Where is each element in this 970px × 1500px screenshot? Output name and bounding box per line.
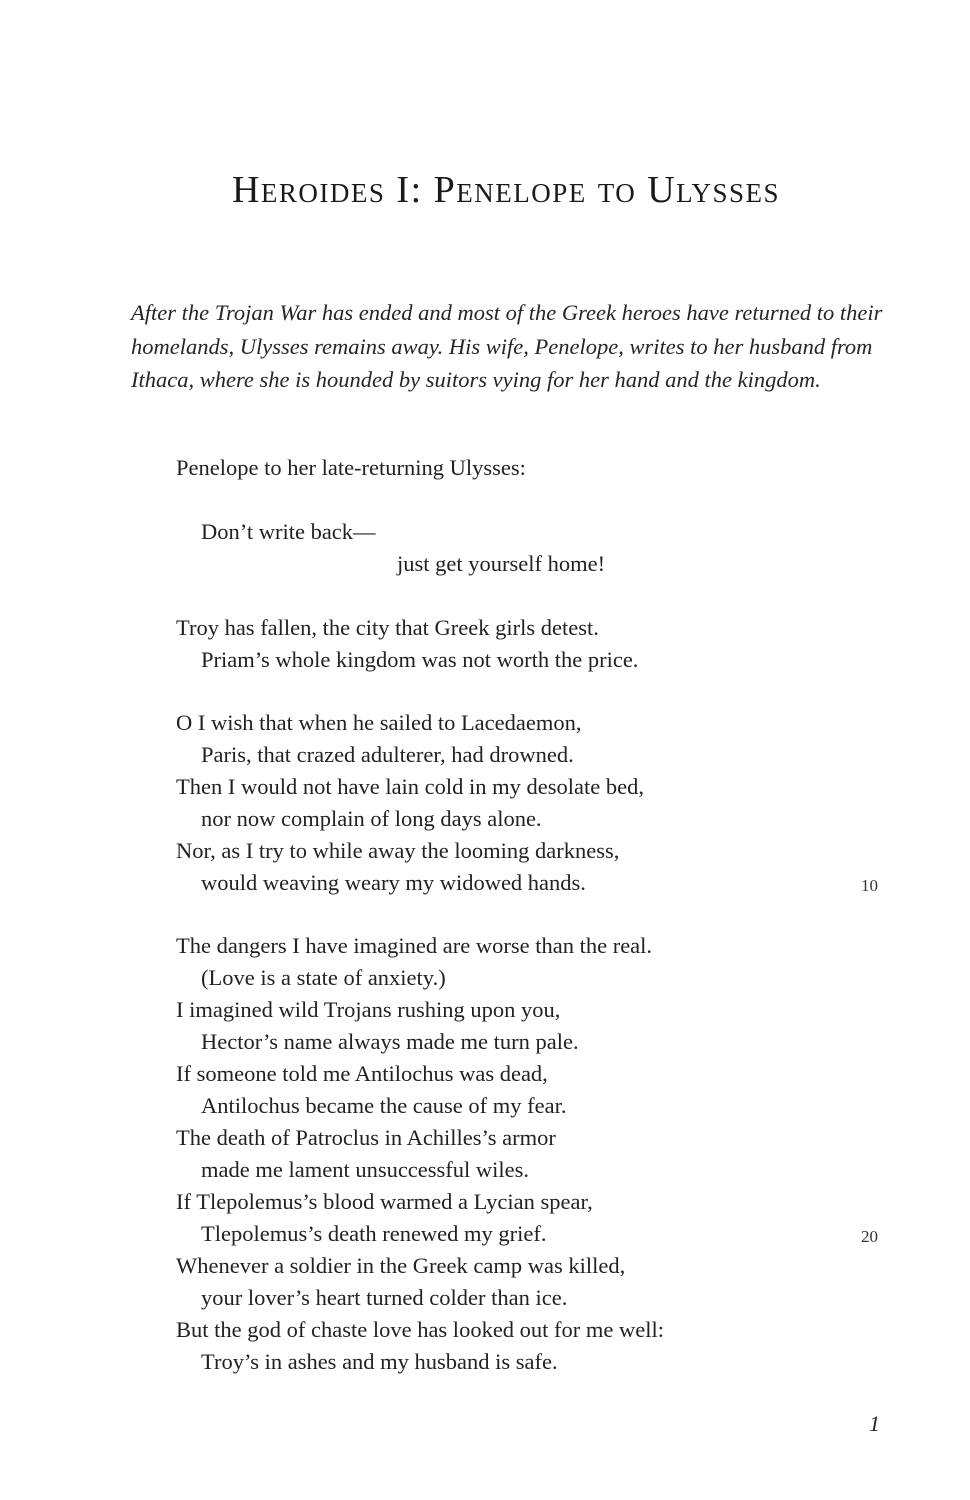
poem-line: Nor, as I try to while away the looming darkness,	[176, 838, 620, 863]
poem-line: Paris, that crazed adulterer, had drowned.	[201, 742, 574, 767]
poem-line: Don’t write back—	[201, 519, 376, 544]
line-number: 20	[861, 1227, 878, 1246]
poem-line: just get yourself home!	[397, 551, 606, 576]
poem-line: Priam’s whole kingdom was not worth the price.	[201, 647, 639, 672]
poem-line: If Tlepolemus’s blood warmed a Lycian spear,	[176, 1189, 593, 1214]
poem-line: Troy has fallen, the city that Greek girls detest.	[176, 615, 599, 640]
poem-line: nor now complain of long days alone.	[201, 806, 542, 831]
poem-line: I imagined wild Trojans rushing upon you,	[176, 997, 561, 1022]
poem-line: If someone told me Antilochus was dead,	[176, 1061, 548, 1086]
poem-line: O I wish that when he sailed to Lacedaemon,	[176, 710, 582, 735]
page-title: Heroides I: Penelope to Ulysses	[231, 169, 781, 211]
poem-line: made me lament unsuccessful wiles.	[201, 1157, 530, 1182]
poem-line: your lover’s heart turned colder than ice.	[201, 1285, 568, 1310]
poem-line: Then I would not have lain cold in my desolate bed,	[176, 774, 645, 799]
poem-line: Troy’s in ashes and my husband is safe.	[201, 1349, 558, 1374]
page-number: 1	[869, 1411, 880, 1436]
poem-line: (Love is a state of anxiety.)	[201, 965, 446, 990]
poem-line: Penelope to her late-returning Ulysses:	[176, 455, 526, 480]
poem-line: Hector’s name always made me turn pale.	[201, 1029, 579, 1054]
poem-line: Tlepolemus’s death renewed my grief.	[201, 1221, 547, 1246]
poem-line: Whenever a soldier in the Greek camp was killed,	[176, 1253, 626, 1278]
intro-paragraph: After the Trojan War has ended and most of the Greek heroes have returned to their homelands, Ulysses remains away. His wife, Penelope, writes to her husband from Ithaca, where she is hounded by suitors vying for her hand and the kingdom.	[131, 300, 883, 392]
poem-line: Antilochus became the cause of my fear.	[201, 1093, 567, 1118]
line-number: 10	[861, 876, 878, 895]
poem-line: But the god of chaste love has looked out for me well:	[176, 1317, 665, 1342]
poem-line: The dangers I have imagined are worse than the real.	[176, 933, 653, 958]
poem-line: The death of Patroclus in Achilles’s armor	[176, 1125, 556, 1150]
poem-line: would weaving weary my widowed hands.	[201, 870, 586, 895]
